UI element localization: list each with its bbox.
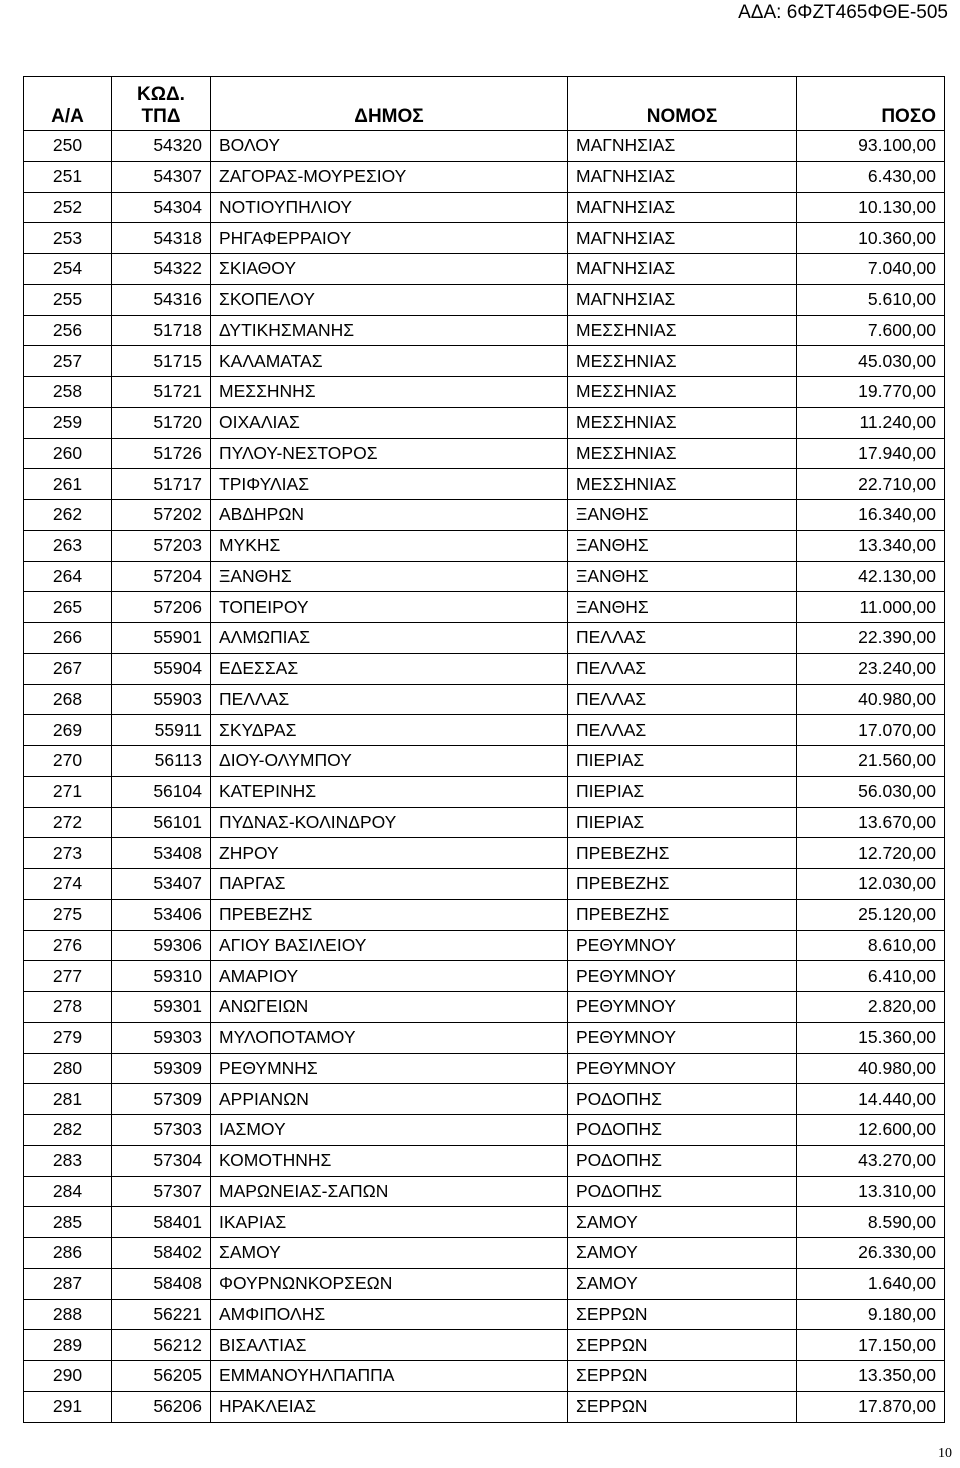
header-code <box>112 77 211 131</box>
header-nomos: ΝΟΜΟΣ <box>568 77 797 131</box>
table-row <box>24 653 945 684</box>
cell-poso: 22.710,00 <box>797 469 945 500</box>
table-row <box>24 346 945 377</box>
table-row <box>24 1145 945 1176</box>
cell-dimos: ΔΙΟΥ-ΟΛΥΜΠΟΥ <box>211 746 568 777</box>
table-row <box>24 284 945 315</box>
cell-nomos: ΜΕΣΣΗΝΙΑΣ <box>568 438 797 469</box>
cell-nomos: ΜΕΣΣΗΝΙΑΣ <box>568 407 797 438</box>
cell-poso: 6.410,00 <box>797 961 945 992</box>
cell-dimos: ΖΗΡΟΥ <box>211 838 568 869</box>
cell-aa: 251 <box>24 161 112 192</box>
cell-code: 59303 <box>112 1022 211 1053</box>
cell-code: 54304 <box>112 192 211 223</box>
cell-nomos: ΜΕΣΣΗΝΙΑΣ <box>568 377 797 408</box>
cell-aa: 290 <box>24 1361 112 1392</box>
cell-dimos: ΣΚΥΔΡΑΣ <box>211 715 568 746</box>
cell-aa: 286 <box>24 1238 112 1269</box>
cell-aa: 253 <box>24 223 112 254</box>
cell-code: 54316 <box>112 284 211 315</box>
cell-nomos: ΜΑΓΝΗΣΙΑΣ <box>568 254 797 285</box>
cell-nomos: ΣΑΜΟΥ <box>568 1268 797 1299</box>
cell-dimos: ΡΕΘΥΜΝΗΣ <box>211 1053 568 1084</box>
table-row <box>24 1084 945 1115</box>
cell-nomos: ΡΟΔΟΠΗΣ <box>568 1145 797 1176</box>
cell-nomos: ΞΑΝΘΗΣ <box>568 500 797 531</box>
cell-poso: 13.350,00 <box>797 1361 945 1392</box>
cell-poso: 12.600,00 <box>797 1115 945 1146</box>
cell-code: 57203 <box>112 530 211 561</box>
cell-nomos: ΠΡΕΒΕΖΗΣ <box>568 899 797 930</box>
cell-nomos: ΣΑΜΟΥ <box>568 1207 797 1238</box>
cell-aa: 252 <box>24 192 112 223</box>
cell-poso: 56.030,00 <box>797 776 945 807</box>
cell-code: 55911 <box>112 715 211 746</box>
cell-nomos: ΡΕΘΥΜΝΟΥ <box>568 930 797 961</box>
cell-nomos: ΠΕΛΛΑΣ <box>568 653 797 684</box>
cell-aa: 278 <box>24 992 112 1023</box>
cell-code: 56206 <box>112 1391 211 1422</box>
cell-poso: 26.330,00 <box>797 1238 945 1269</box>
cell-poso: 10.360,00 <box>797 223 945 254</box>
header-aa: Α/Α <box>24 77 112 131</box>
cell-aa: 283 <box>24 1145 112 1176</box>
cell-aa: 280 <box>24 1053 112 1084</box>
cell-aa: 274 <box>24 869 112 900</box>
cell-dimos: ΟΙΧΑΛΙΑΣ <box>211 407 568 438</box>
cell-aa: 277 <box>24 961 112 992</box>
cell-poso: 25.120,00 <box>797 899 945 930</box>
table-row <box>24 776 945 807</box>
cell-poso: 19.770,00 <box>797 377 945 408</box>
cell-dimos: ΣΚΟΠΕΛΟΥ <box>211 284 568 315</box>
cell-poso: 10.130,00 <box>797 192 945 223</box>
cell-poso: 45.030,00 <box>797 346 945 377</box>
cell-dimos: ΣΑΜΟΥ <box>211 1238 568 1269</box>
cell-nomos: ΠΙΕΡΙΑΣ <box>568 776 797 807</box>
cell-code: 57204 <box>112 561 211 592</box>
table-row <box>24 469 945 500</box>
table-row <box>24 1022 945 1053</box>
cell-code: 55903 <box>112 684 211 715</box>
cell-code: 51715 <box>112 346 211 377</box>
cell-dimos: ΤΡΙΦΥΛΙΑΣ <box>211 469 568 500</box>
cell-aa: 276 <box>24 930 112 961</box>
cell-code: 59309 <box>112 1053 211 1084</box>
cell-dimos: ΚΑΤΕΡΙΝΗΣ <box>211 776 568 807</box>
cell-aa: 282 <box>24 1115 112 1146</box>
cell-dimos: ΠΡΕΒΕΖΗΣ <box>211 899 568 930</box>
table-row <box>24 1176 945 1207</box>
cell-code: 57303 <box>112 1115 211 1146</box>
header-poso: ΠΟΣΟ <box>797 77 945 131</box>
cell-code: 56113 <box>112 746 211 777</box>
cell-nomos: ΣΕΡΡΩΝ <box>568 1391 797 1422</box>
page-number: 10 <box>938 1446 952 1461</box>
cell-dimos: ΦΟΥΡΝΩΝΚΟΡΣΕΩΝ <box>211 1268 568 1299</box>
cell-dimos: ΙΚΑΡΙΑΣ <box>211 1207 568 1238</box>
cell-aa: 263 <box>24 530 112 561</box>
cell-nomos: ΡΕΘΥΜΝΟΥ <box>568 961 797 992</box>
cell-nomos: ΣΕΡΡΩΝ <box>568 1299 797 1330</box>
cell-code: 56205 <box>112 1361 211 1392</box>
cell-dimos: ΒΟΛΟΥ <box>211 131 568 162</box>
cell-dimos: ΕΜΜΑΝΟΥΗΛΠΑΠΠΑ <box>211 1361 568 1392</box>
cell-dimos: ΑΒΔΗΡΩΝ <box>211 500 568 531</box>
cell-nomos: ΜΕΣΣΗΝΙΑΣ <box>568 346 797 377</box>
cell-dimos: ΜΕΣΣΗΝΗΣ <box>211 377 568 408</box>
cell-poso: 1.640,00 <box>797 1268 945 1299</box>
table-row <box>24 161 945 192</box>
cell-aa: 264 <box>24 561 112 592</box>
cell-poso: 6.430,00 <box>797 161 945 192</box>
table-row <box>24 254 945 285</box>
cell-aa: 259 <box>24 407 112 438</box>
cell-aa: 266 <box>24 623 112 654</box>
cell-poso: 17.150,00 <box>797 1330 945 1361</box>
cell-aa: 270 <box>24 746 112 777</box>
cell-poso: 8.610,00 <box>797 930 945 961</box>
cell-poso: 15.360,00 <box>797 1022 945 1053</box>
cell-code: 51721 <box>112 377 211 408</box>
table-row <box>24 1361 945 1392</box>
cell-poso: 7.600,00 <box>797 315 945 346</box>
cell-code: 58401 <box>112 1207 211 1238</box>
cell-aa: 268 <box>24 684 112 715</box>
table-row <box>24 1330 945 1361</box>
cell-dimos: ΚΑΛΑΜΑΤΑΣ <box>211 346 568 377</box>
cell-nomos: ΣΑΜΟΥ <box>568 1238 797 1269</box>
cell-dimos: ΑΜΑΡΙΟΥ <box>211 961 568 992</box>
cell-poso: 12.030,00 <box>797 869 945 900</box>
cell-dimos: ΕΔΕΣΣΑΣ <box>211 653 568 684</box>
cell-code: 59301 <box>112 992 211 1023</box>
cell-poso: 22.390,00 <box>797 623 945 654</box>
cell-dimos: ΑΓΙΟΥ ΒΑΣΙΛΕΙΟΥ <box>211 930 568 961</box>
cell-aa: 265 <box>24 592 112 623</box>
cell-code: 56104 <box>112 776 211 807</box>
cell-code: 56221 <box>112 1299 211 1330</box>
cell-dimos: ΜΥΛΟΠΟΤΑΜΟΥ <box>211 1022 568 1053</box>
table-row <box>24 623 945 654</box>
table-row <box>24 715 945 746</box>
header-code-line1: ΚΩΔ. <box>137 84 185 105</box>
cell-dimos: ΞΑΝΘΗΣ <box>211 561 568 592</box>
table-row <box>24 407 945 438</box>
cell-poso: 7.040,00 <box>797 254 945 285</box>
cell-nomos: ΡΕΘΥΜΝΟΥ <box>568 1053 797 1084</box>
table-row <box>24 746 945 777</box>
cell-dimos: ΙΑΣΜΟΥ <box>211 1115 568 1146</box>
cell-aa: 279 <box>24 1022 112 1053</box>
cell-poso: 43.270,00 <box>797 1145 945 1176</box>
cell-code: 59310 <box>112 961 211 992</box>
cell-aa: 289 <box>24 1330 112 1361</box>
table-row <box>24 1207 945 1238</box>
cell-aa: 272 <box>24 807 112 838</box>
table-row <box>24 992 945 1023</box>
table-row <box>24 838 945 869</box>
cell-nomos: ΠΕΛΛΑΣ <box>568 623 797 654</box>
cell-dimos: ΖΑΓΟΡΑΣ-ΜΟΥΡΕΣΙΟΥ <box>211 161 568 192</box>
table-row <box>24 684 945 715</box>
table-row <box>24 530 945 561</box>
cell-nomos: ΡΟΔΟΠΗΣ <box>568 1176 797 1207</box>
cell-code: 53408 <box>112 838 211 869</box>
cell-nomos: ΜΕΣΣΗΝΙΑΣ <box>568 469 797 500</box>
cell-aa: 269 <box>24 715 112 746</box>
cell-dimos: ΑΝΩΓΕΙΩΝ <box>211 992 568 1023</box>
cell-dimos: ΣΚΙΑΘΟΥ <box>211 254 568 285</box>
table-row <box>24 1299 945 1330</box>
cell-poso: 12.720,00 <box>797 838 945 869</box>
cell-dimos: ΠΥΛΟΥ-ΝΕΣΤΟΡΟΣ <box>211 438 568 469</box>
cell-nomos: ΠΙΕΡΙΑΣ <box>568 807 797 838</box>
cell-dimos: ΝΟΤΙΟΥΠΗΛΙΟΥ <box>211 192 568 223</box>
cell-poso: 13.670,00 <box>797 807 945 838</box>
cell-code: 57206 <box>112 592 211 623</box>
cell-code: 54318 <box>112 223 211 254</box>
cell-aa: 255 <box>24 284 112 315</box>
cell-dimos: ΜΑΡΩΝΕΙΑΣ-ΣΑΠΩΝ <box>211 1176 568 1207</box>
cell-nomos: ΜΑΓΝΗΣΙΑΣ <box>568 223 797 254</box>
cell-aa: 256 <box>24 315 112 346</box>
cell-code: 57307 <box>112 1176 211 1207</box>
cell-code: 54320 <box>112 131 211 162</box>
table-row <box>24 592 945 623</box>
cell-aa: 284 <box>24 1176 112 1207</box>
cell-poso: 9.180,00 <box>797 1299 945 1330</box>
ada-code: ΑΔΑ: 6ΦΖΤ465ΦΘΕ-505 <box>738 2 948 23</box>
cell-poso: 13.340,00 <box>797 530 945 561</box>
cell-aa: 273 <box>24 838 112 869</box>
cell-aa: 260 <box>24 438 112 469</box>
cell-aa: 254 <box>24 254 112 285</box>
cell-poso: 8.590,00 <box>797 1207 945 1238</box>
cell-dimos: ΠΥΔΝΑΣ-ΚΟΛΙΝΔΡΟΥ <box>211 807 568 838</box>
table-header-row <box>24 77 945 131</box>
cell-nomos: ΠΙΕΡΙΑΣ <box>568 746 797 777</box>
cell-poso: 2.820,00 <box>797 992 945 1023</box>
table-row <box>24 192 945 223</box>
cell-nomos: ΜΑΓΝΗΣΙΑΣ <box>568 161 797 192</box>
cell-code: 56101 <box>112 807 211 838</box>
cell-nomos: ΠΡΕΒΕΖΗΣ <box>568 869 797 900</box>
cell-poso: 93.100,00 <box>797 131 945 162</box>
table-row <box>24 377 945 408</box>
cell-nomos: ΡΕΘΥΜΝΟΥ <box>568 992 797 1023</box>
cell-code: 53407 <box>112 869 211 900</box>
cell-aa: 285 <box>24 1207 112 1238</box>
cell-poso: 21.560,00 <box>797 746 945 777</box>
cell-code: 57202 <box>112 500 211 531</box>
header-code-line2: ΤΠΔ <box>141 106 181 127</box>
cell-nomos: ΜΑΓΝΗΣΙΑΣ <box>568 131 797 162</box>
cell-code: 59306 <box>112 930 211 961</box>
cell-poso: 11.240,00 <box>797 407 945 438</box>
table-row <box>24 1391 945 1422</box>
cell-code: 58402 <box>112 1238 211 1269</box>
cell-code: 57309 <box>112 1084 211 1115</box>
cell-nomos: ΞΑΝΘΗΣ <box>568 530 797 561</box>
cell-code: 55901 <box>112 623 211 654</box>
table-row <box>24 131 945 162</box>
cell-aa: 257 <box>24 346 112 377</box>
cell-nomos: ΡΟΔΟΠΗΣ <box>568 1115 797 1146</box>
cell-poso: 16.340,00 <box>797 500 945 531</box>
cell-poso: 17.940,00 <box>797 438 945 469</box>
table-row <box>24 930 945 961</box>
cell-dimos: ΠΕΛΛΑΣ <box>211 684 568 715</box>
cell-poso: 40.980,00 <box>797 1053 945 1084</box>
cell-code: 51720 <box>112 407 211 438</box>
cell-dimos: ΜΥΚΗΣ <box>211 530 568 561</box>
table-row <box>24 899 945 930</box>
table-row <box>24 500 945 531</box>
cell-nomos: ΠΕΛΛΑΣ <box>568 715 797 746</box>
cell-code: 58408 <box>112 1268 211 1299</box>
cell-dimos: ΑΛΜΩΠΙΑΣ <box>211 623 568 654</box>
table-row <box>24 1238 945 1269</box>
cell-aa: 261 <box>24 469 112 500</box>
table-row <box>24 807 945 838</box>
cell-poso: 17.070,00 <box>797 715 945 746</box>
cell-poso: 23.240,00 <box>797 653 945 684</box>
table-row <box>24 1053 945 1084</box>
header-dimos: ΔΗΜΟΣ <box>211 77 568 131</box>
cell-poso: 14.440,00 <box>797 1084 945 1115</box>
cell-poso: 42.130,00 <box>797 561 945 592</box>
table-row <box>24 561 945 592</box>
cell-dimos: ΗΡΑΚΛΕΙΑΣ <box>211 1391 568 1422</box>
table-row <box>24 1268 945 1299</box>
cell-dimos: ΑΡΡΙΑΝΩΝ <box>211 1084 568 1115</box>
cell-dimos: ΠΑΡΓΑΣ <box>211 869 568 900</box>
cell-aa: 267 <box>24 653 112 684</box>
cell-code: 51726 <box>112 438 211 469</box>
table-row <box>24 223 945 254</box>
cell-nomos: ΣΕΡΡΩΝ <box>568 1330 797 1361</box>
cell-dimos: ΒΙΣΑΛΤΙΑΣ <box>211 1330 568 1361</box>
cell-aa: 281 <box>24 1084 112 1115</box>
cell-dimos: ΑΜΦΙΠΟΛΗΣ <box>211 1299 568 1330</box>
cell-poso: 11.000,00 <box>797 592 945 623</box>
cell-code: 53406 <box>112 899 211 930</box>
cell-nomos: ΜΕΣΣΗΝΙΑΣ <box>568 315 797 346</box>
cell-aa: 288 <box>24 1299 112 1330</box>
cell-aa: 287 <box>24 1268 112 1299</box>
cell-poso: 5.610,00 <box>797 284 945 315</box>
cell-aa: 275 <box>24 899 112 930</box>
cell-code: 54322 <box>112 254 211 285</box>
municipality-table <box>23 76 945 1423</box>
cell-code: 51717 <box>112 469 211 500</box>
table-row <box>24 315 945 346</box>
cell-dimos: ΤΟΠΕΙΡΟΥ <box>211 592 568 623</box>
cell-code: 54307 <box>112 161 211 192</box>
cell-code: 57304 <box>112 1145 211 1176</box>
cell-nomos: ΜΑΓΝΗΣΙΑΣ <box>568 192 797 223</box>
cell-nomos: ΞΑΝΘΗΣ <box>568 592 797 623</box>
cell-code: 56212 <box>112 1330 211 1361</box>
cell-code: 51718 <box>112 315 211 346</box>
cell-poso: 13.310,00 <box>797 1176 945 1207</box>
cell-aa: 262 <box>24 500 112 531</box>
cell-nomos: ΞΑΝΘΗΣ <box>568 561 797 592</box>
cell-aa: 291 <box>24 1391 112 1422</box>
cell-aa: 250 <box>24 131 112 162</box>
cell-nomos: ΜΑΓΝΗΣΙΑΣ <box>568 284 797 315</box>
cell-nomos: ΠΡΕΒΕΖΗΣ <box>568 838 797 869</box>
cell-poso: 40.980,00 <box>797 684 945 715</box>
cell-poso: 17.870,00 <box>797 1391 945 1422</box>
cell-nomos: ΡΕΘΥΜΝΟΥ <box>568 1022 797 1053</box>
cell-dimos: ΚΟΜΟΤΗΝΗΣ <box>211 1145 568 1176</box>
cell-aa: 271 <box>24 776 112 807</box>
table-row <box>24 869 945 900</box>
cell-nomos: ΣΕΡΡΩΝ <box>568 1361 797 1392</box>
table-row <box>24 961 945 992</box>
cell-code: 55904 <box>112 653 211 684</box>
table-row <box>24 1115 945 1146</box>
cell-dimos: ΡΗΓΑΦΕΡΡΑΙΟΥ <box>211 223 568 254</box>
table-body <box>24 131 945 1423</box>
table-row <box>24 438 945 469</box>
cell-nomos: ΡΟΔΟΠΗΣ <box>568 1084 797 1115</box>
cell-aa: 258 <box>24 377 112 408</box>
cell-dimos: ΔΥΤΙΚΗΣΜΑΝΗΣ <box>211 315 568 346</box>
cell-nomos: ΠΕΛΛΑΣ <box>568 684 797 715</box>
